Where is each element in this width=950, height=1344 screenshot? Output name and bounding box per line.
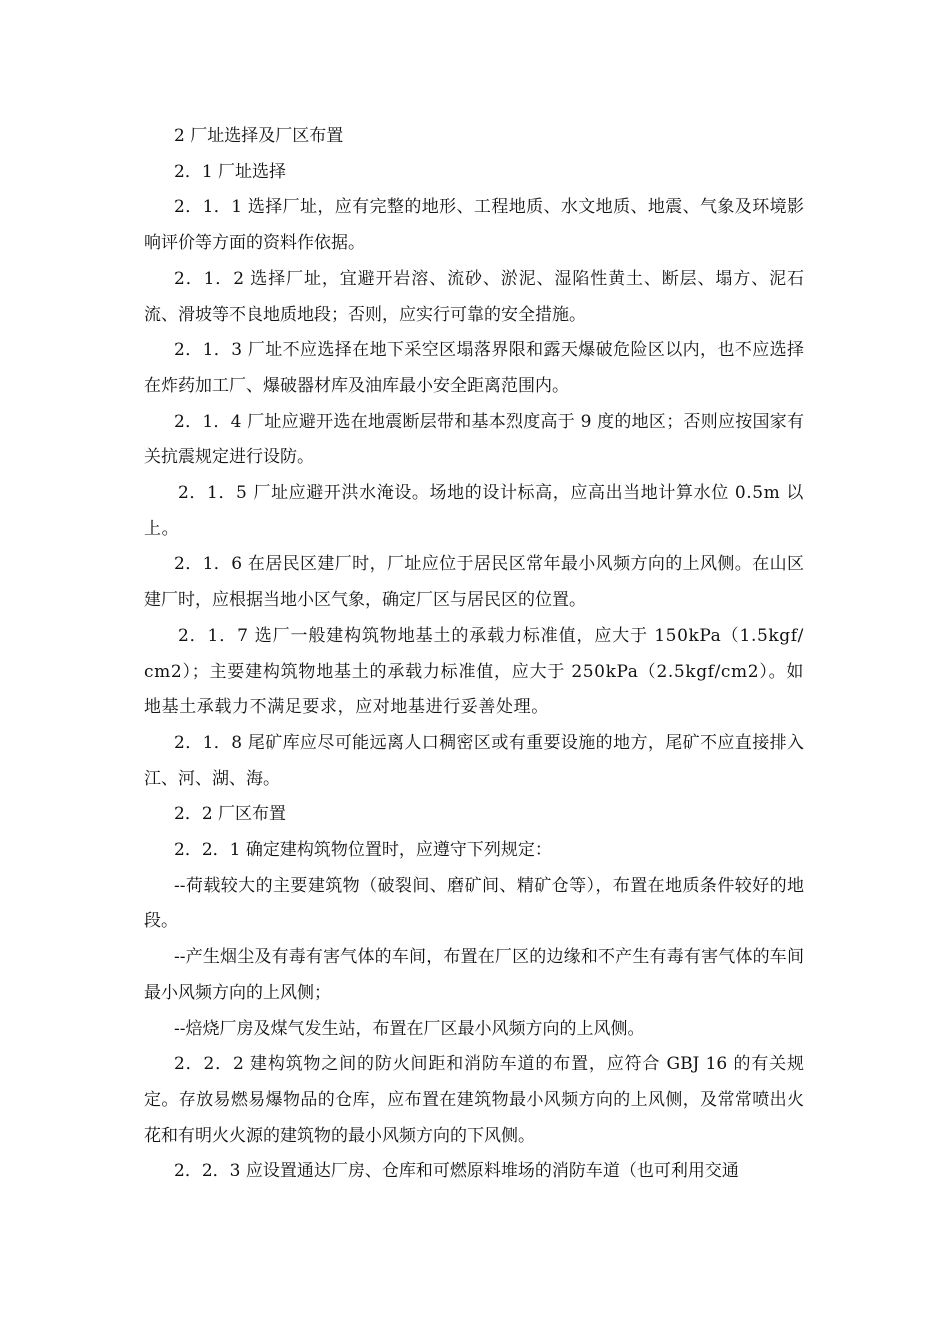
subsection-heading: 2．1 厂址选择	[174, 161, 287, 182]
document-body	[144, 119, 804, 1190]
clause-paragraph: 2．1．3 厂址不应选择在地下采空区塌落界限和露天爆破危险区以内，也不应选择在炸药加工厂、爆破器材库及油库最小安全距离范围内。	[144, 340, 804, 396]
clause-paragraph: 2．1．8 尾矿库应尽可能远离人口稠密区或有重要设施的地方，尾矿不应直接排入江、河、湖、海。	[144, 732, 804, 789]
clause-paragraph: 2．1．5 厂址应避开洪水淹设。场地的设计标高，应高出当地计算水位 0.5m 以上。	[144, 483, 804, 539]
clause-paragraph: 2．2．2 建构筑物之间的防火间距和消防车道的布置，应符合 GBJ 16 的有关规定。存放易燃易爆物品的仓库，应布置在建筑物最小风频方向的上风侧，及常常喷出火花和有明火火源的建筑物的最小风频方向的下风侧。	[144, 1054, 804, 1146]
clause-paragraph: 2．1．7 选厂一般建构筑物地基土的承载力标准值，应大于 150kPa（1.5kgf/cm2）；主要建构筑物地基土的承载力标准值，应大于 250kPa（2.5kgf/cm2）。如地基土承载力不满足要求，应对地基进行妥善处理。	[144, 625, 804, 718]
subsection-heading: 2．2 厂区布置	[174, 804, 287, 825]
list-item: --荷载较大的主要建筑物（破裂间、磨矿间、精矿仓等），布置在地质条件较好的地段。	[144, 875, 804, 932]
clause-paragraph: 2．1．6 在居民区建厂时，厂址应位于居民区常年最小风频方向的上风侧。在山区建厂时，应根据当地小区气象，确定厂区与居民区的位置。	[144, 554, 804, 611]
clause-paragraph: 2．2．3 应设置通达厂房、仓库和可燃原料堆场的消防车道（也可利用交通	[174, 1161, 739, 1182]
clause-paragraph: 2．1．1 选择厂址，应有完整的地形、工程地质、水文地质、地震、气象及环境影响评价等方面的资料作依据。	[144, 197, 804, 254]
list-item: --产生烟尘及有毒有害气体的车间，布置在厂区的边缘和不产生有毒有害气体的车间最小风频方向的上风侧；	[144, 947, 804, 1003]
list-item: --焙烧厂房及煤气发生站，布置在厂区最小风频方向的上风侧。	[174, 1018, 645, 1039]
clause-paragraph: 2．1．2 选择厂址，宜避开岩溶、流砂、淤泥、湿陷性黄土、断层、塌方、泥石流、滑坡等不良地质地段；否则，应实行可靠的安全措施。	[144, 268, 804, 325]
clause-paragraph: 2．1．4 厂址应避开选在地震断层带和基本烈度高于 9 度的地区；否则应按国家有关抗震规定进行设防。	[144, 411, 804, 468]
clause-paragraph: 2．2．1 确定建构筑物位置时，应遵守下列规定：	[174, 840, 552, 861]
section-heading: 2 厂址选择及厂区布置	[174, 126, 344, 146]
